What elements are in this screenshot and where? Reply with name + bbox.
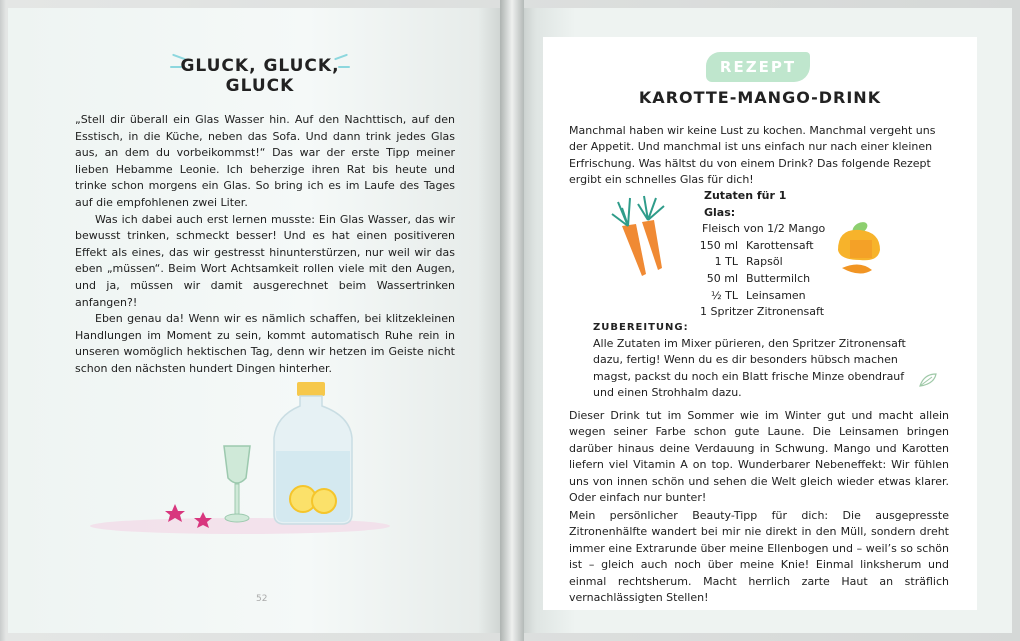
recipe-badge: REZEPT bbox=[706, 52, 810, 82]
page-number: 52 bbox=[256, 594, 268, 604]
ingredient-item: 1 Spritzer Zitronensaft bbox=[700, 305, 825, 319]
ingredient-item: Fleisch von 1/2 Mango bbox=[702, 222, 826, 236]
ingredients-heading: Zutaten für 1 Glas: bbox=[704, 189, 787, 219]
mint-leaf-icon bbox=[918, 372, 938, 388]
paragraph: Mein persönlicher Beauty-Tipp für dich: Die ausgepresste Zitronenhälfte wandert bei mir nie direkt in den Müll, sondern dreht immer eine Extrarunde über meine Ellenbogen und – weil’s so schön ist – gleich auch noch über meine Knie! Einmal linksherum und einmal rechtsherum. Macht herrlich zarte Haut an sträflich vernachlässigten Stellen! bbox=[569, 509, 949, 605]
mango-illustration bbox=[830, 210, 890, 280]
glass-illustration bbox=[224, 446, 250, 522]
ingredient-row: ½ TL Leinsamen bbox=[710, 288, 806, 302]
preparation-heading: ZUBEREITUNG: bbox=[593, 322, 689, 333]
ingredient-row: 1 TL Rapsöl bbox=[714, 255, 783, 269]
carrot-illustration bbox=[608, 192, 670, 282]
paragraph: Was ich dabei auch erst lernen musste: Ein Glas Wasser, das wir bewusst trinken, schmeckt besser! Und es hat einen positiveren Effekt als eines, das wir gestresst hinunterstürzen, nur weil wir das eben „müssen“. Beim Wort Achtsamkeit rollen viele mit den Augen, und ja, müssen wir damit ausgerechnet beim Wassertrinken anfangen?! bbox=[75, 212, 455, 309]
paragraph: Dieser Drink tut im Sommer wie im Winter gut und macht allein wegen seiner Farbe schon gute Laune. Die Leinsamen bringen darüber hinaus deine Verdauung in Schwung. Mango und Karotten liefern viel Vitamin A on top. Wunderbarer Nebeneffekt: Wir fühlen uns von innen schön und sehen die Welt gleich wieder etwas klarer. Oder einfach nur bunter! bbox=[569, 409, 949, 505]
book-gutter bbox=[500, 0, 524, 641]
ingredients-list bbox=[696, 188, 826, 321]
ingredient-row: 50 ml Buttermilch bbox=[706, 271, 811, 285]
page-title: GLUCK, GLUCK, GLUCK bbox=[180, 56, 340, 96]
body-text bbox=[75, 112, 455, 378]
recipe-title: KAROTTE-MANGO-DRINK bbox=[638, 88, 882, 107]
recipe-intro: Manchmal haben wir keine Lust zu kochen. Manchmal vergeht uns der Appetit. Und manchmal ist uns einfach nur nach einer kleinen Erfrischung. Was hältst du von einem Drink? Das folgende Rezept ergibt ein schnelles Glas für dich! bbox=[569, 124, 936, 187]
paragraph: Eben genau da! Wenn wir es nämlich schaffen, bei klitzekleinen Handlungen im Moment zu sein, kommt automatisch Ruhe rein in unseren womöglich hektischen Tag, denn wir hetzen im Geiste nicht schon den nächsten hundert Dingen hinterher. bbox=[75, 312, 455, 375]
ingredient-row: 150 ml Karottensaft bbox=[699, 238, 814, 252]
paragraph: „Stell dir überall ein Glas Wasser hin. Auf den Nachttisch, auf den Esstisch, in die Küche, neben das Sofa. Und dann trink jedes Glas aus, an dem du vorbeikommst!“ Das war der erste Tipp meiner lieben Hebamme Leonie. Ich beherzige ihren Rat bis heute und trinke schon morgens ein Glas. So bring ich es im Laufe des Tages auf die empfohlenen zwei Liter. bbox=[75, 113, 455, 209]
preparation-text: Alle Zutaten im Mixer pürieren, den Spritzer Zitronensaft dazu, fertig! Wenn du es dir besonders hübsch machen magst, packst du noch ein Blatt frische Minze obendrauf und einen Strohhalm dazu. bbox=[593, 337, 906, 400]
water-bottle-illustration bbox=[90, 376, 430, 541]
